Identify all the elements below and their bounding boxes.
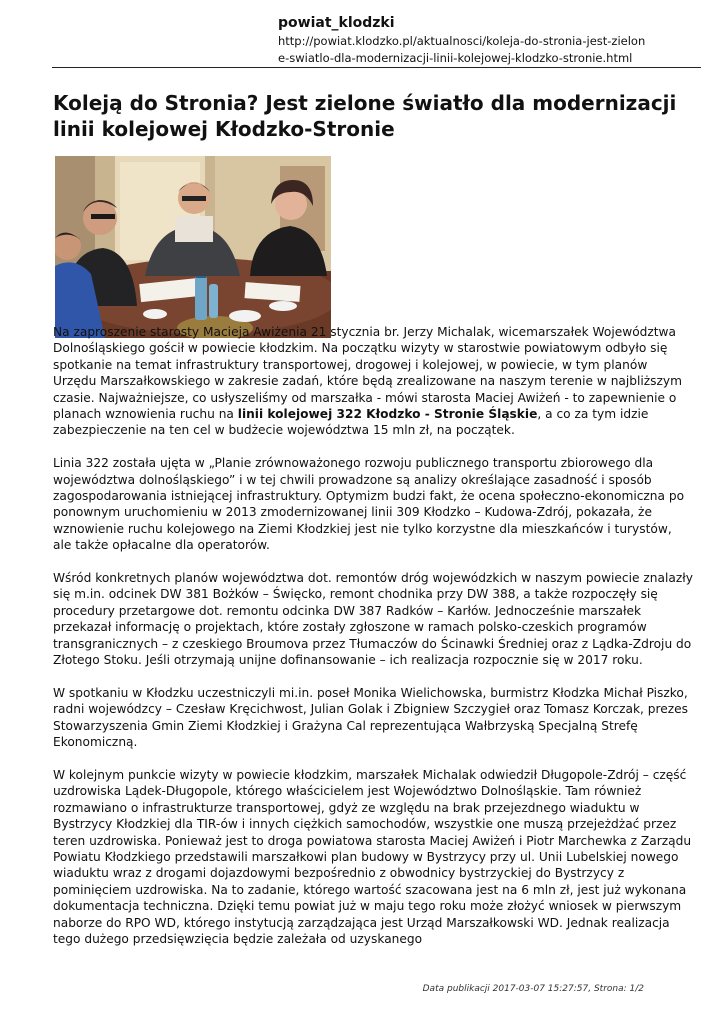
page-header bbox=[278, 14, 698, 66]
source-url-line-1: http://powiat.klodzko.pl/aktualnosci/koleja-do-stronia-jest-zielon bbox=[278, 34, 646, 48]
source-url-line-2: e-swiatlo-dla-modernizacji-linii-kolejowej-klodzko-stronie.html bbox=[278, 51, 633, 65]
header-divider bbox=[52, 67, 701, 68]
paragraph-2: Linia 322 została ujęta w „Planie zrównoważonego rozwoju publicznego transportu zbiorowego dla województwa dolnośląskiego” i w tej chwili prowadzone są analizy określające zasadność i sposób zagospodarowania istniejącej infrastruktury. Optymizm budzi fakt, że ocena społeczno-ekonomiczna po ponownym uruchomieniu w 2013 zmodernizowanej linii 309 Kłodzko – Kudowa-Zdrój, pokazała, że wznowienie ruchu kolejowego na Ziemi Kłodzkiej jest nie tylko korzystne dla mieszkańców i turystów, ale także opłacalne dla operatorów. bbox=[53, 456, 685, 553]
article-photo bbox=[55, 156, 331, 338]
meeting-photo-illustration bbox=[55, 156, 331, 338]
article-body bbox=[53, 324, 693, 964]
article-title: Koleją do Stronia? Jest zielone światło dla modernizacji linii kolejowej Kłodzko-Stronie bbox=[53, 91, 677, 141]
intro-text-end: , a co za tym idzie zabezpieczenie na ten cel w budżecie województwa 15 mln zł, na początek. bbox=[53, 407, 649, 438]
intro-bold-railway-line: linii kolejowej 322 Kłodzko - Stronie Śląskie bbox=[237, 407, 538, 422]
paragraph-5: W kolejnym punkcie wizyty w powiecie kłodzkim, marszałek Michalak odwiedził Długopole-Zdrój – część uzdrowiska Lądek-Długopole, którego właścicielem jest Województwo Dolnośląskie. Tam również rozmawiano o infrastrukturze transportowej, gdyż ze względu na brak przejezdnego wiaduktu w Bystrzycy Kłodzkiej dla TIR-ów i innych ciężkich samochodów, wszystkie one muszą przejeżdżać przez teren uzdrowiska. Ponieważ jest to droga powiatowa starosta Maciej Awiżeń i Piotr Marchewka z Zarządu Powiatu Kłodzkiego przedstawili marszałkowi plan budowy w Bystrzycy przy ul. Unii Lubelskiej nowego wiaduktu wraz z drogami dojazdowymi bezpośrednio z obwodnicy bystrzyckiej do Bystrzycy z pominięciem uzdrowiska. Na to zadanie, którego wartość szacowana jest na 6 mln zł, jest już wykonana dokumentacja techniczna. Dzięki temu powiat już w maju tego roku może złożyć wniosek w pierwszym naborze do RPO WD, którego instytucją zarządzająca jest Urząd Marszałkowski WD. Jednak realizacja tego dużego przedsięwzięcia będzie zależała od uzyskanego bbox=[53, 767, 692, 946]
paragraph-4: W spotkaniu w Kłodzku uczestniczyli mi.in. poseł Monika Wielichowska, burmistrz Kłodzka Michał Piszko, radni wojewódzcy – Czesław Kręcichwost, Julian Golak i Zbigniew Szczygieł oraz Tomasz Korczak, prezes Stowarzyszenia Gmin Ziemi Kłodzkiej i Grażyna Cal reprezentująca Wałbrzyską Specjalną Strefę Ekonomiczną. bbox=[53, 685, 689, 750]
paragraph-3: Wśród konkretnych planów województwa dot. remontów dróg wojewódzkich w naszym powiecie znalazły się m.in. odcinek DW 381 Bożków – Święcko, remont chodnika przy DW 388, a także rozpoczęły się procedury przetargowe dot. remontu odcinka DW 387 Radków – Karłów. Jednocześnie marszałek przekazał informację o projektach, które zostały zgłoszone w ramach polsko-czeskich programów transgranicznych – z czeskiego Broumova przez Tłumaczów do Ścinawki Średniej oraz z Lądka-Zdroju do Złotego Stoku. Jeśli otrzymają unijne dofinansowanie – ich realizacja rozpocznie się w 2017 roku. bbox=[53, 571, 693, 668]
publication-footer: Data publikacji 2017-03-07 15:27:57, Strona: 1/2 bbox=[422, 984, 644, 994]
intro-text: Na zaproszenie starosty Macieja Awiżenia 21 stycznia br. Jerzy Michalak, wicemarszałek Województwa Dolnośląskiego gościł w powiecie kłodzkim. Na początku wizyty w starostwie powiatowym odbyło się spotkanie na temat infrastruktury transportowej, drogowej i kolejowej, w powiecie, w tym planów Urzędu Marszałkowskiego w zakresie zadań, które będą zrealizowane na naszym terenie w najbliższym czasie. Najważniejsze, co usłyszeliśmy od marszałka - mówi starosta Maciej Awiżeń - to zapewnienie o planach wznowienia ruchu na bbox=[53, 325, 683, 422]
site-name: powiat_klodzki bbox=[278, 15, 395, 31]
paragraph-1 bbox=[53, 324, 693, 439]
